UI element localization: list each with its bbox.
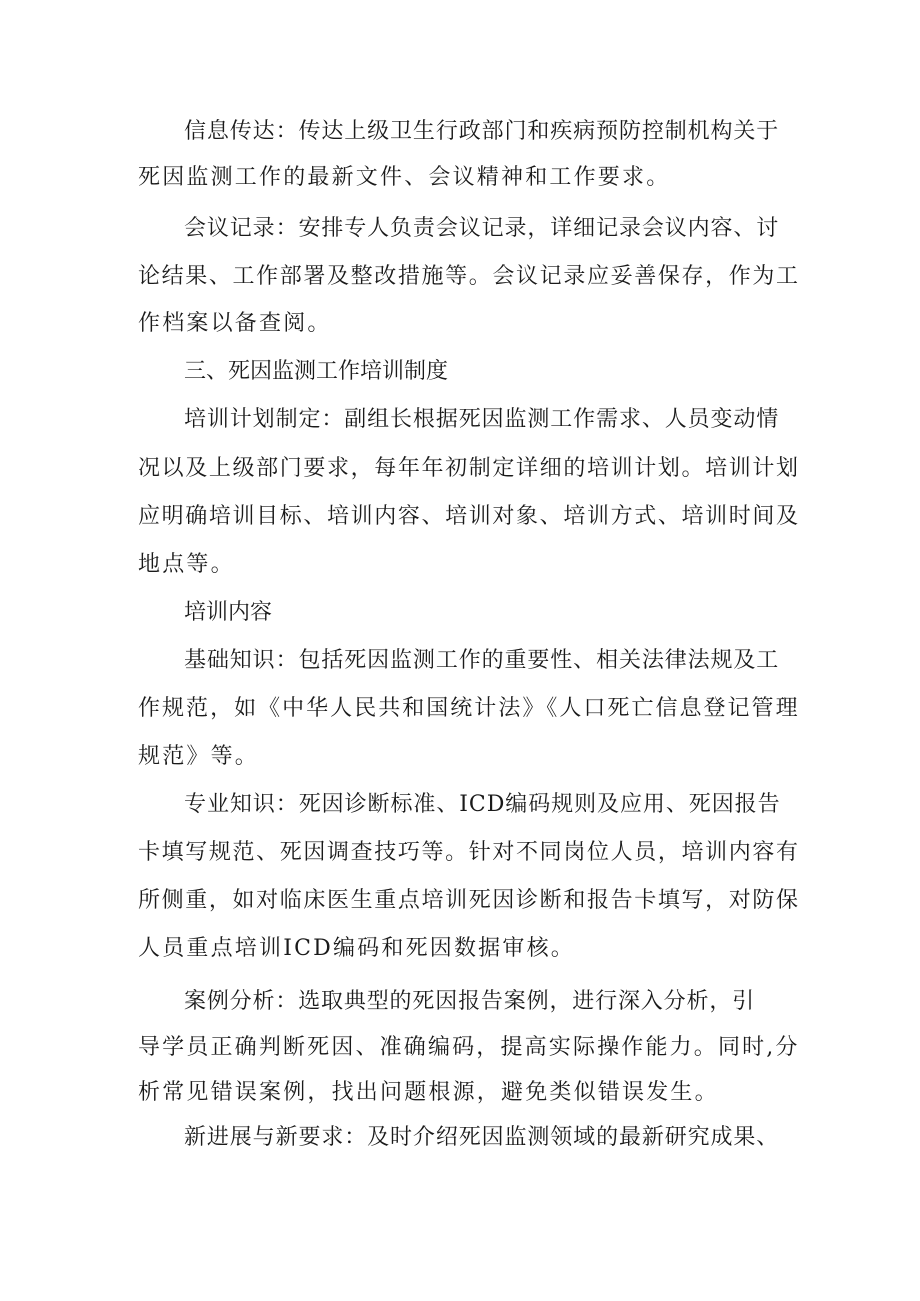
subheading: 培训内容 [184, 600, 273, 625]
paragraph-line: 专业知识：死因诊断标准、ICD编码规则及应用、死因报告 [184, 792, 781, 817]
paragraph-line: 况以及上级部门要求，每年年初制定详细的培训计划。培训计划 [138, 456, 800, 481]
paragraph-line: 人员重点培训ICD编码和死因数据审核。 [138, 936, 575, 961]
section-heading: 三、死因监测工作培训制度 [184, 359, 449, 384]
paragraph-line: 信息传达：传达上级卫生行政部门和疾病预防控制机构关于 [184, 119, 780, 144]
paragraph-line: 卡填写规范、死因调查技巧等。针对不同岗位人员，培训内容有 [138, 840, 800, 865]
paragraph-line: 培训计划制定：副组长根据死因监测工作需求、人员变动情 [184, 407, 780, 432]
paragraph-line: 应明确培训目标、培训内容、培训对象、培训方式、培训时间及 [138, 504, 800, 529]
paragraph-line: 死因监测工作的最新文件、会议精神和工作要求。 [138, 165, 671, 190]
paragraph-line: 基础知识：包括死因监测工作的重要性、相关法律法规及工 [184, 648, 780, 673]
paragraph-line: 作规范，如《中华人民共和国统计法》《人口死亡信息登记管理 [138, 696, 800, 721]
paragraph-line: 所侧重，如对临床医生重点培训死因诊断和报告卡填写，对防保 [138, 888, 800, 913]
paragraph-line: 地点等。 [138, 552, 235, 577]
paragraph-line: 导学员正确判断死因、准确编码，提高实际操作能力。同时,分 [138, 1035, 800, 1060]
paragraph-line: 案例分析：选取典型的死因报告案例，进行深入分析，引 [184, 989, 756, 1014]
paragraph-line: 析常见错误案例，找出问题根源，避免类似错误发生。 [138, 1080, 719, 1105]
paragraph-line: 论结果、工作部署及整改措施等。会议记录应妥善保存，作为工 [138, 264, 800, 289]
paragraph-line: 会议记录：安排专人负责会议记录，详细记录会议内容、讨 [184, 216, 780, 241]
paragraph-line: 规范》等。 [138, 744, 260, 769]
paragraph-line: 新进展与新要求：及时介绍死因监测领域的最新研究成果、 [184, 1125, 780, 1150]
paragraph-line: 作档案以备查阅。 [138, 311, 332, 336]
